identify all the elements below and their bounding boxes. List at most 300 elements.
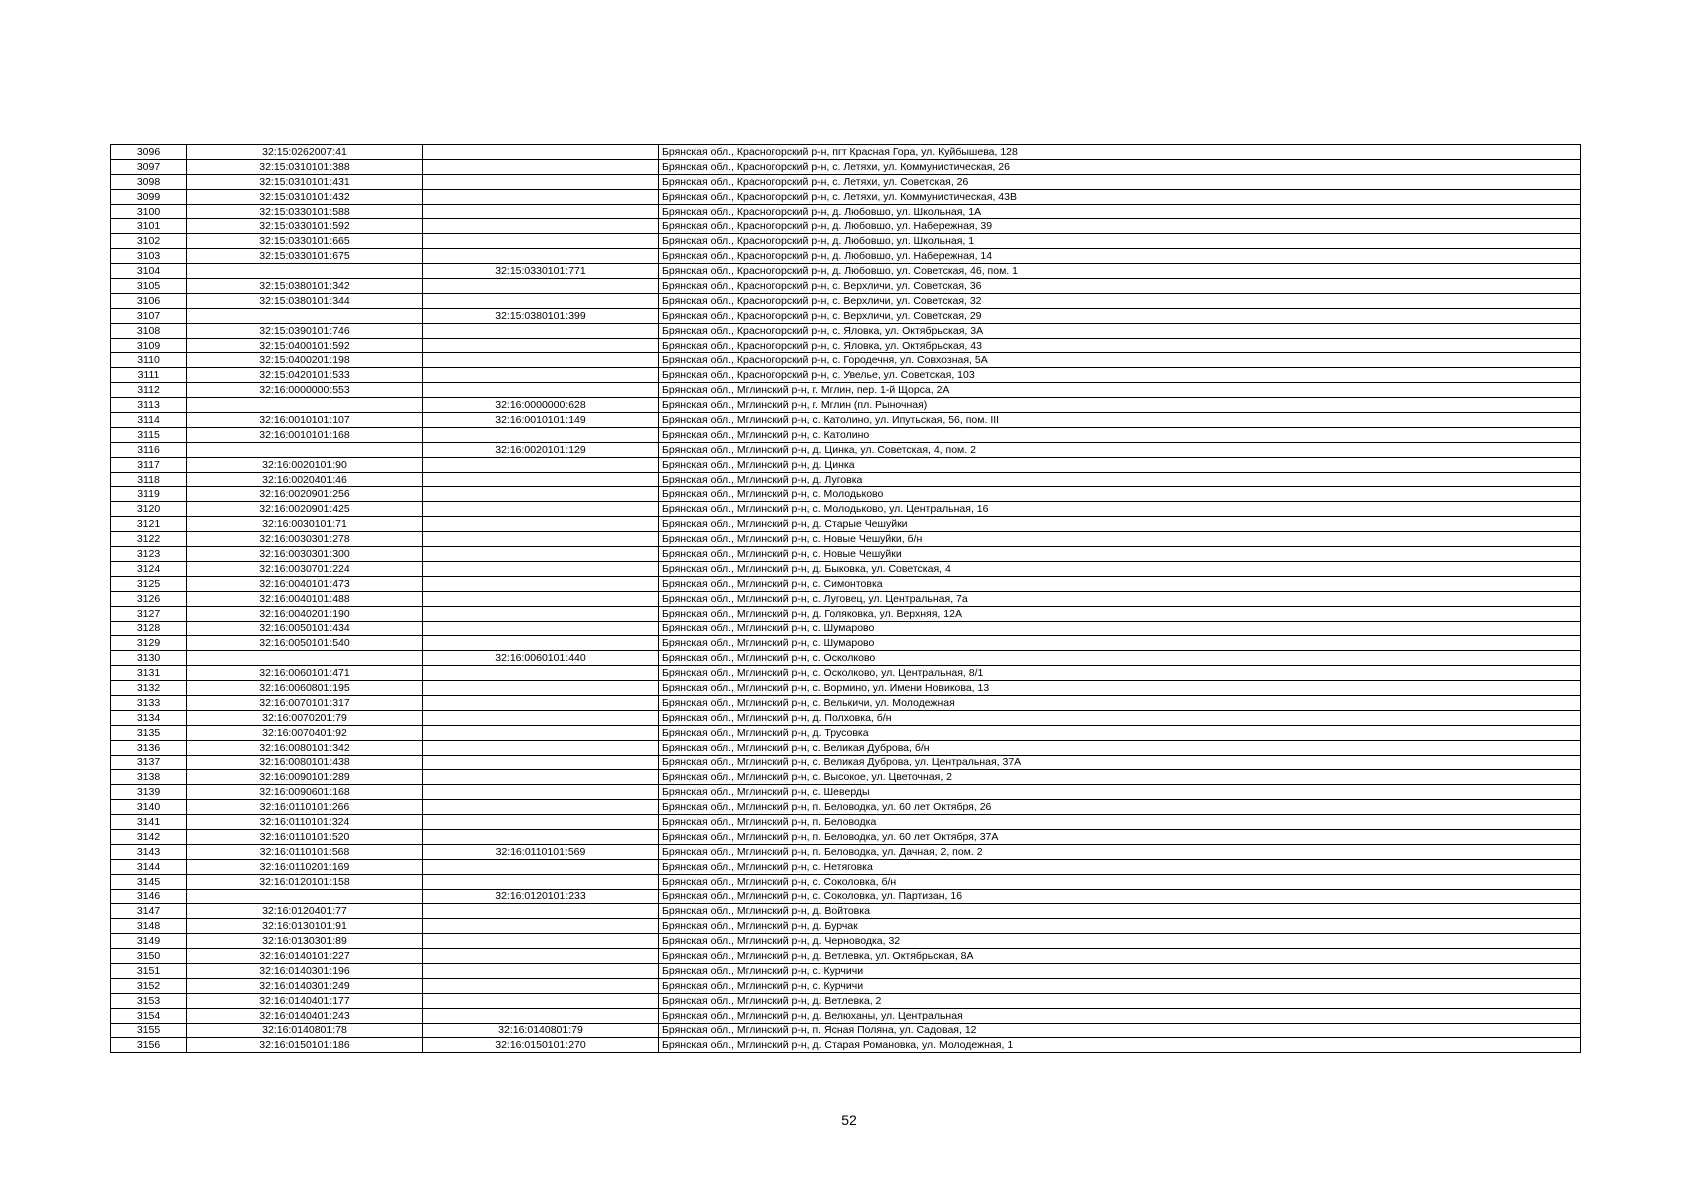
row-number-cell: 3101 [111, 219, 187, 234]
table-row [111, 606, 1581, 621]
related-cadastral-number-cell [423, 561, 659, 576]
address-cell: Брянская обл., Красногорский р-н, с. Городечня, ул. Совхозная, 5А [659, 353, 1581, 368]
address-cell: Брянская обл., Мглинский р-н, п. Беловодка, ул. 60 лет Октября, 26 [659, 800, 1581, 815]
table-row [111, 457, 1581, 472]
address-cell: Брянская обл., Мглинский р-н, д. Цинка [659, 457, 1581, 472]
table-row [111, 323, 1581, 338]
table-row [111, 1038, 1581, 1053]
table-row [111, 993, 1581, 1008]
table-row [111, 219, 1581, 234]
cadastral-number-cell: 32:15:0330101:675 [187, 249, 423, 264]
table-row [111, 785, 1581, 800]
cadastral-number-cell: 32:16:0070401:92 [187, 725, 423, 740]
cadastral-number-cell: 32:16:0000000:553 [187, 383, 423, 398]
cadastral-number-cell: 32:16:0030701:224 [187, 561, 423, 576]
related-cadastral-number-cell [423, 338, 659, 353]
row-number-cell: 3136 [111, 740, 187, 755]
row-number-cell: 3117 [111, 457, 187, 472]
row-number-cell: 3122 [111, 532, 187, 547]
cadastral-number-cell: 32:15:0330101:588 [187, 204, 423, 219]
related-cadastral-number-cell [423, 591, 659, 606]
cadastral-number-cell: 32:15:0330101:665 [187, 234, 423, 249]
related-cadastral-number-cell [423, 800, 659, 815]
address-cell: Брянская обл., Мглинский р-н, с. Католино [659, 427, 1581, 442]
related-cadastral-number-cell [423, 681, 659, 696]
cadastral-number-cell: 32:16:0060801:195 [187, 681, 423, 696]
address-cell: Брянская обл., Красногорский р-н, пгт Красная Гора, ул. Куйбышева, 128 [659, 145, 1581, 160]
address-cell: Брянская обл., Мглинский р-н, с. Осколково [659, 651, 1581, 666]
row-number-cell: 3128 [111, 621, 187, 636]
table-row [111, 889, 1581, 904]
table-row [111, 978, 1581, 993]
address-cell: Брянская обл., Красногорский р-н, с. Верхличи, ул. Советская, 29 [659, 308, 1581, 323]
related-cadastral-number-cell: 32:16:0020101:129 [423, 442, 659, 457]
cadastral-number-cell: 32:16:0040201:190 [187, 606, 423, 621]
row-number-cell: 3111 [111, 368, 187, 383]
row-number-cell: 3139 [111, 785, 187, 800]
address-cell: Брянская обл., Красногорский р-н, с. Яловка, ул. Октябрьская, 43 [659, 338, 1581, 353]
table-row [111, 353, 1581, 368]
row-number-cell: 3137 [111, 755, 187, 770]
table-row [111, 963, 1581, 978]
row-number-cell: 3107 [111, 308, 187, 323]
cadastral-number-cell: 32:16:0050101:434 [187, 621, 423, 636]
row-number-cell: 3098 [111, 174, 187, 189]
related-cadastral-number-cell: 32:16:0140801:79 [423, 1023, 659, 1038]
address-cell: Брянская обл., Мглинский р-н, с. Шумарово [659, 636, 1581, 651]
row-number-cell: 3138 [111, 770, 187, 785]
row-number-cell: 3121 [111, 517, 187, 532]
row-number-cell: 3125 [111, 576, 187, 591]
table-row [111, 159, 1581, 174]
cadastral-number-cell: 32:16:0110101:520 [187, 829, 423, 844]
related-cadastral-number-cell [423, 695, 659, 710]
address-cell: Брянская обл., Мглинский р-н, с. Великая Дуброва, б/н [659, 740, 1581, 755]
related-cadastral-number-cell [423, 368, 659, 383]
table-row [111, 189, 1581, 204]
related-cadastral-number-cell [423, 204, 659, 219]
address-cell: Брянская обл., Мглинский р-н, д. Старая Романовка, ул. Молодежная, 1 [659, 1038, 1581, 1053]
table-row [111, 561, 1581, 576]
address-cell: Брянская обл., Мглинский р-н, п. Ясная Поляна, ул. Садовая, 12 [659, 1023, 1581, 1038]
row-number-cell: 3102 [111, 234, 187, 249]
cadastral-number-cell: 32:16:0020101:90 [187, 457, 423, 472]
cadastral-number-cell: 32:16:0120101:158 [187, 874, 423, 889]
address-cell: Брянская обл., Мглинский р-н, с. Католино, ул. Ипутьская, 56, пом. III [659, 413, 1581, 428]
related-cadastral-number-cell [423, 159, 659, 174]
related-cadastral-number-cell [423, 353, 659, 368]
related-cadastral-number-cell [423, 576, 659, 591]
row-number-cell: 3124 [111, 561, 187, 576]
table-row [111, 576, 1581, 591]
cadastral-number-cell: 32:16:0120401:77 [187, 904, 423, 919]
cadastral-number-cell: 32:16:0030101:71 [187, 517, 423, 532]
row-number-cell: 3145 [111, 874, 187, 889]
address-cell: Брянская обл., Мглинский р-н, п. Беловодка [659, 815, 1581, 830]
address-cell: Брянская обл., Мглинский р-н, п. Беловодка, ул. Дачная, 2, пом. 2 [659, 844, 1581, 859]
address-cell: Брянская обл., Мглинский р-н, д. Быковка, ул. Советская, 4 [659, 561, 1581, 576]
cadastral-number-cell: 32:15:0330101:592 [187, 219, 423, 234]
row-number-cell: 3100 [111, 204, 187, 219]
table-row [111, 859, 1581, 874]
table-row [111, 413, 1581, 428]
address-cell: Брянская обл., Мглинский р-н, с. Курчичи [659, 963, 1581, 978]
address-cell: Брянская обл., Красногорский р-н, с. Верхличи, ул. Советская, 32 [659, 293, 1581, 308]
table-row [111, 472, 1581, 487]
cadastral-number-cell [187, 442, 423, 457]
table-row [111, 651, 1581, 666]
related-cadastral-number-cell [423, 978, 659, 993]
address-cell: Брянская обл., Мглинский р-н, с. Нетяговка [659, 859, 1581, 874]
table-row [111, 279, 1581, 294]
cadastral-number-cell: 32:15:0310101:388 [187, 159, 423, 174]
row-number-cell: 3109 [111, 338, 187, 353]
cadastral-number-cell: 32:15:0400201:198 [187, 353, 423, 368]
table-row [111, 695, 1581, 710]
related-cadastral-number-cell [423, 636, 659, 651]
address-cell: Брянская обл., Красногорский р-н, д. Любовшо, ул. Школьная, 1А [659, 204, 1581, 219]
related-cadastral-number-cell [423, 383, 659, 398]
address-cell: Брянская обл., Мглинский р-н, д. Трусовка [659, 725, 1581, 740]
row-number-cell: 3110 [111, 353, 187, 368]
related-cadastral-number-cell [423, 1008, 659, 1023]
cadastral-number-cell: 32:16:0140801:78 [187, 1023, 423, 1038]
page-number: 52 [841, 1112, 857, 1128]
address-cell: Брянская обл., Мглинский р-н, с. Шумарово [659, 621, 1581, 636]
address-cell: Брянская обл., Мглинский р-н, с. Курчичи [659, 978, 1581, 993]
address-cell: Брянская обл., Мглинский р-н, с. Шеверды [659, 785, 1581, 800]
row-number-cell: 3120 [111, 502, 187, 517]
related-cadastral-number-cell [423, 234, 659, 249]
table-row [111, 844, 1581, 859]
cadastral-number-cell: 32:16:0070101:317 [187, 695, 423, 710]
related-cadastral-number-cell [423, 189, 659, 204]
cadastral-number-cell [187, 264, 423, 279]
row-number-cell: 3140 [111, 800, 187, 815]
row-number-cell: 3129 [111, 636, 187, 651]
related-cadastral-number-cell [423, 755, 659, 770]
row-number-cell: 3127 [111, 606, 187, 621]
related-cadastral-number-cell [423, 532, 659, 547]
related-cadastral-number-cell [423, 427, 659, 442]
table-row [111, 547, 1581, 562]
table-row [111, 800, 1581, 815]
address-cell: Брянская обл., Мглинский р-н, с. Вормино, ул. Имени Новикова, 13 [659, 681, 1581, 696]
related-cadastral-number-cell [423, 904, 659, 919]
cadastral-number-cell: 32:16:0140301:196 [187, 963, 423, 978]
row-number-cell: 3143 [111, 844, 187, 859]
address-cell: Брянская обл., Мглинский р-н, с. Молодьково, ул. Центральная, 16 [659, 502, 1581, 517]
related-cadastral-number-cell [423, 517, 659, 532]
cadastral-number-cell: 32:16:0140101:227 [187, 949, 423, 964]
address-cell: Брянская обл., Мглинский р-н, с. Новые Чешуйки, б/н [659, 532, 1581, 547]
address-cell: Брянская обл., Мглинский р-н, с. Соколовка, ул. Партизан, 16 [659, 889, 1581, 904]
cadastral-number-cell: 32:16:0040101:488 [187, 591, 423, 606]
row-number-cell: 3133 [111, 695, 187, 710]
related-cadastral-number-cell: 32:16:0150101:270 [423, 1038, 659, 1053]
cadastral-number-cell [187, 889, 423, 904]
table-row [111, 383, 1581, 398]
related-cadastral-number-cell [423, 710, 659, 725]
related-cadastral-number-cell: 32:16:0000000:628 [423, 398, 659, 413]
related-cadastral-number-cell [423, 547, 659, 562]
table-row [111, 1008, 1581, 1023]
cadastral-number-cell: 32:16:0030301:278 [187, 532, 423, 547]
address-cell: Брянская обл., Мглинский р-н, с. Соколовка, б/н [659, 874, 1581, 889]
row-number-cell: 3154 [111, 1008, 187, 1023]
address-cell: Брянская обл., Мглинский р-н, п. Беловодка, ул. 60 лет Октября, 37А [659, 829, 1581, 844]
table-row [111, 874, 1581, 889]
table-row [111, 591, 1581, 606]
cadastral-number-cell: 32:16:0140401:243 [187, 1008, 423, 1023]
related-cadastral-number-cell: 32:15:0330101:771 [423, 264, 659, 279]
table-row [111, 264, 1581, 279]
table-row [111, 1023, 1581, 1038]
address-cell: Брянская обл., Мглинский р-н, г. Мглин (пл. Рыночная) [659, 398, 1581, 413]
cadastral-number-cell: 32:16:0110101:324 [187, 815, 423, 830]
table-row [111, 666, 1581, 681]
cadastral-number-cell: 32:16:0070201:79 [187, 710, 423, 725]
cadastral-number-cell: 32:16:0020401:46 [187, 472, 423, 487]
address-cell: Брянская обл., Красногорский р-н, д. Любовшо, ул. Набережная, 14 [659, 249, 1581, 264]
address-cell: Брянская обл., Мглинский р-н, д. Велюханы, ул. Центральная [659, 1008, 1581, 1023]
row-number-cell: 3152 [111, 978, 187, 993]
table-row [111, 740, 1581, 755]
cadastral-number-cell: 32:15:0380101:344 [187, 293, 423, 308]
cadastral-number-cell: 32:16:0040101:473 [187, 576, 423, 591]
row-number-cell: 3116 [111, 442, 187, 457]
cadastral-number-cell: 32:16:0110201:169 [187, 859, 423, 874]
related-cadastral-number-cell [423, 279, 659, 294]
table-row [111, 338, 1581, 353]
cadastral-number-cell [187, 308, 423, 323]
table-row [111, 145, 1581, 160]
address-cell: Брянская обл., Мглинский р-н, д. Голяковка, ул. Верхняя, 12А [659, 606, 1581, 621]
table-row [111, 204, 1581, 219]
table-row [111, 517, 1581, 532]
table-row [111, 293, 1581, 308]
table-row [111, 427, 1581, 442]
row-number-cell: 3147 [111, 904, 187, 919]
address-cell: Брянская обл., Мглинский р-н, д. Цинка, ул. Советская, 4, пом. 2 [659, 442, 1581, 457]
related-cadastral-number-cell [423, 859, 659, 874]
address-cell: Брянская обл., Мглинский р-н, д. Ветлевка, 2 [659, 993, 1581, 1008]
address-cell: Брянская обл., Мглинский р-н, д. Луговка [659, 472, 1581, 487]
address-cell: Брянская обл., Мглинский р-н, с. Новые Чешуйки [659, 547, 1581, 562]
cadastral-number-cell: 32:16:0060101:471 [187, 666, 423, 681]
table-row [111, 904, 1581, 919]
cadastral-number-cell: 32:16:0140301:249 [187, 978, 423, 993]
row-number-cell: 3103 [111, 249, 187, 264]
address-cell: Брянская обл., Мглинский р-н, с. Молодьково [659, 487, 1581, 502]
address-cell: Брянская обл., Красногорский р-н, с. Летяхи, ул. Коммунистическая, 43В [659, 189, 1581, 204]
related-cadastral-number-cell [423, 293, 659, 308]
related-cadastral-number-cell [423, 740, 659, 755]
related-cadastral-number-cell: 32:15:0380101:399 [423, 308, 659, 323]
row-number-cell: 3115 [111, 427, 187, 442]
address-cell: Брянская обл., Мглинский р-н, д. Черноводка, 32 [659, 934, 1581, 949]
table-row [111, 755, 1581, 770]
table-row [111, 919, 1581, 934]
related-cadastral-number-cell [423, 174, 659, 189]
table-row [111, 308, 1581, 323]
row-number-cell: 3112 [111, 383, 187, 398]
row-number-cell: 3156 [111, 1038, 187, 1053]
row-number-cell: 3126 [111, 591, 187, 606]
address-cell: Брянская обл., Мглинский р-н, с. Высокое, ул. Цветочная, 2 [659, 770, 1581, 785]
cadastral-number-cell: 32:16:0110101:266 [187, 800, 423, 815]
address-cell: Брянская обл., Красногорский р-н, с. Верхличи, ул. Советская, 36 [659, 279, 1581, 294]
related-cadastral-number-cell [423, 785, 659, 800]
row-number-cell: 3123 [111, 547, 187, 562]
cadastral-number-cell: 32:16:0150101:186 [187, 1038, 423, 1053]
address-cell: Брянская обл., Красногорский р-н, д. Любовшо, ул. Советская, 46, пом. 1 [659, 264, 1581, 279]
related-cadastral-number-cell [423, 949, 659, 964]
table-row [111, 636, 1581, 651]
related-cadastral-number-cell [423, 829, 659, 844]
table-row [111, 934, 1581, 949]
row-number-cell: 3118 [111, 472, 187, 487]
related-cadastral-number-cell [423, 993, 659, 1008]
table-row [111, 442, 1581, 457]
related-cadastral-number-cell [423, 249, 659, 264]
cadastral-number-cell: 32:15:0390101:746 [187, 323, 423, 338]
row-number-cell: 3104 [111, 264, 187, 279]
address-cell: Брянская обл., Красногорский р-н, с. Летяхи, ул. Коммунистическая, 26 [659, 159, 1581, 174]
cadastral-number-cell [187, 651, 423, 666]
cadastral-number-cell: 32:16:0020901:425 [187, 502, 423, 517]
table-row [111, 174, 1581, 189]
table-row [111, 949, 1581, 964]
related-cadastral-number-cell: 32:16:0060101:440 [423, 651, 659, 666]
table-row [111, 710, 1581, 725]
cadastral-number-cell: 32:15:0400101:592 [187, 338, 423, 353]
related-cadastral-number-cell [423, 963, 659, 978]
row-number-cell: 3131 [111, 666, 187, 681]
table-row [111, 829, 1581, 844]
row-number-cell: 3135 [111, 725, 187, 740]
row-number-cell: 3153 [111, 993, 187, 1008]
cadastral-number-cell: 32:15:0310101:432 [187, 189, 423, 204]
address-cell: Брянская обл., Мглинский р-н, с. Луговец, ул. Центральная, 7а [659, 591, 1581, 606]
row-number-cell: 3134 [111, 710, 187, 725]
address-cell: Брянская обл., Красногорский р-н, с. Яловка, ул. Октябрьская, 3А [659, 323, 1581, 338]
address-cell: Брянская обл., Мглинский р-н, с. Осколково, ул. Центральная, 8/1 [659, 666, 1581, 681]
cadastral-number-cell: 32:16:0130101:91 [187, 919, 423, 934]
related-cadastral-number-cell [423, 487, 659, 502]
row-number-cell: 3113 [111, 398, 187, 413]
cadastral-number-cell: 32:16:0110101:568 [187, 844, 423, 859]
table-row [111, 249, 1581, 264]
related-cadastral-number-cell [423, 666, 659, 681]
cadastral-number-cell: 32:16:0080101:342 [187, 740, 423, 755]
table-row [111, 725, 1581, 740]
row-number-cell: 3141 [111, 815, 187, 830]
cadastral-number-cell: 32:16:0010101:168 [187, 427, 423, 442]
row-number-cell: 3097 [111, 159, 187, 174]
registry-table [110, 144, 1581, 1053]
table-row [111, 487, 1581, 502]
cadastral-number-cell: 32:15:0420101:533 [187, 368, 423, 383]
row-number-cell: 3155 [111, 1023, 187, 1038]
related-cadastral-number-cell [423, 457, 659, 472]
related-cadastral-number-cell [423, 145, 659, 160]
related-cadastral-number-cell [423, 502, 659, 517]
related-cadastral-number-cell [423, 606, 659, 621]
related-cadastral-number-cell [423, 815, 659, 830]
address-cell: Брянская обл., Мглинский р-н, д. Старые Чешуйки [659, 517, 1581, 532]
cadastral-number-cell: 32:16:0020901:256 [187, 487, 423, 502]
related-cadastral-number-cell [423, 621, 659, 636]
related-cadastral-number-cell [423, 770, 659, 785]
address-cell: Брянская обл., Мглинский р-н, с. Симонтовка [659, 576, 1581, 591]
cadastral-number-cell: 32:16:0010101:107 [187, 413, 423, 428]
cadastral-number-cell: 32:16:0130301:89 [187, 934, 423, 949]
address-cell: Брянская обл., Мглинский р-н, с. Великая Дуброва, ул. Центральная, 37А [659, 755, 1581, 770]
related-cadastral-number-cell [423, 472, 659, 487]
row-number-cell: 3119 [111, 487, 187, 502]
address-cell: Брянская обл., Красногорский р-н, д. Любовшо, ул. Набережная, 39 [659, 219, 1581, 234]
address-cell: Брянская обл., Красногорский р-н, д. Любовшо, ул. Школьная, 1 [659, 234, 1581, 249]
related-cadastral-number-cell: 32:16:0010101:149 [423, 413, 659, 428]
address-cell: Брянская обл., Мглинский р-н, д. Полховка, б/н [659, 710, 1581, 725]
address-cell: Брянская обл., Мглинский р-н, д. Ветлевка, ул. Октябрьская, 8А [659, 949, 1581, 964]
address-cell: Брянская обл., Мглинский р-н, с. Велькичи, ул. Молодежная [659, 695, 1581, 710]
registry-table-body [111, 145, 1581, 1053]
related-cadastral-number-cell [423, 725, 659, 740]
related-cadastral-number-cell: 32:16:0120101:233 [423, 889, 659, 904]
cadastral-number-cell: 32:16:0080101:438 [187, 755, 423, 770]
table-row [111, 234, 1581, 249]
table-row [111, 532, 1581, 547]
cadastral-number-cell [187, 398, 423, 413]
cadastral-number-cell: 32:16:0090601:168 [187, 785, 423, 800]
row-number-cell: 3142 [111, 829, 187, 844]
address-cell: Брянская обл., Мглинский р-н, д. Войтовка [659, 904, 1581, 919]
row-number-cell: 3144 [111, 859, 187, 874]
cadastral-number-cell: 32:16:0030301:300 [187, 547, 423, 562]
row-number-cell: 3099 [111, 189, 187, 204]
cadastral-number-cell: 32:16:0090101:289 [187, 770, 423, 785]
address-cell: Брянская обл., Мглинский р-н, г. Мглин, пер. 1-й Щорса, 2А [659, 383, 1581, 398]
row-number-cell: 3148 [111, 919, 187, 934]
row-number-cell: 3149 [111, 934, 187, 949]
row-number-cell: 3150 [111, 949, 187, 964]
related-cadastral-number-cell [423, 934, 659, 949]
cadastral-number-cell: 32:15:0262007:41 [187, 145, 423, 160]
cadastral-number-cell: 32:16:0050101:540 [187, 636, 423, 651]
row-number-cell: 3096 [111, 145, 187, 160]
row-number-cell: 3108 [111, 323, 187, 338]
table-row [111, 815, 1581, 830]
table-row [111, 621, 1581, 636]
row-number-cell: 3146 [111, 889, 187, 904]
row-number-cell: 3106 [111, 293, 187, 308]
cadastral-number-cell: 32:16:0140401:177 [187, 993, 423, 1008]
address-cell: Брянская обл., Мглинский р-н, д. Бурчак [659, 919, 1581, 934]
related-cadastral-number-cell [423, 874, 659, 889]
row-number-cell: 3151 [111, 963, 187, 978]
address-cell: Брянская обл., Красногорский р-н, с. Летяхи, ул. Советская, 26 [659, 174, 1581, 189]
related-cadastral-number-cell [423, 919, 659, 934]
table-row [111, 398, 1581, 413]
table-row [111, 368, 1581, 383]
table-row [111, 681, 1581, 696]
related-cadastral-number-cell: 32:16:0110101:569 [423, 844, 659, 859]
row-number-cell: 3130 [111, 651, 187, 666]
table-row [111, 770, 1581, 785]
cadastral-number-cell: 32:15:0310101:431 [187, 174, 423, 189]
